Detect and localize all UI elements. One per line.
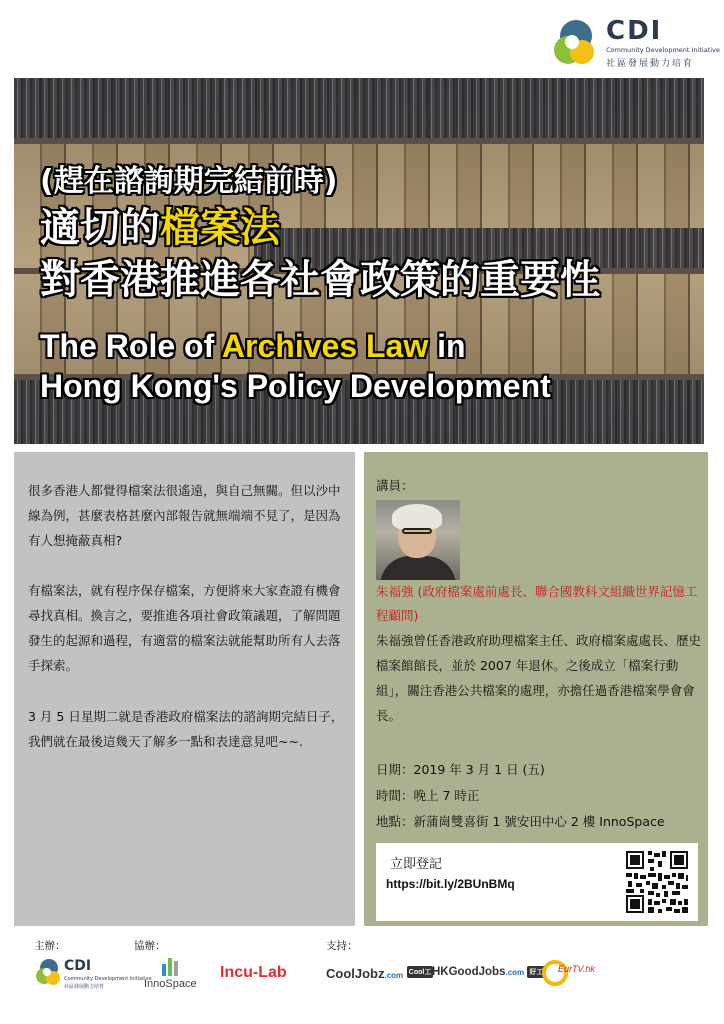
hkgoodjobs-badge: 好工 <box>527 966 545 978</box>
innospace-text: InnoSpace <box>144 978 197 990</box>
sponsor-innospace-logo <box>144 956 206 996</box>
description-panel <box>14 452 355 926</box>
speaker-label: 講員： <box>376 478 414 493</box>
cdi-logo-subtitle-en: Community Development Initiative <box>606 46 720 54</box>
sponsor-cdi-sub-en: Community Development Initiative <box>64 976 152 982</box>
organizer-label: 主辦： <box>34 940 66 952</box>
cdi-logo-text: CDI <box>606 16 663 46</box>
innospace-icon <box>160 956 180 976</box>
hero-title-zh-line2: 對香港推進各社會政策的重要性 <box>40 257 600 303</box>
hero-title-zh-line1 <box>40 196 280 253</box>
cooljobz-badge: Cool工 <box>407 966 434 978</box>
hero-title-en-line1 <box>40 328 466 365</box>
registration-box <box>376 843 698 921</box>
event-time: 時間：晚上 7 時正 <box>376 788 480 803</box>
hero-subtitle: (趕在諮詢期完結前時) <box>40 164 338 199</box>
description-paragraph: 有檔案法，就有程序保存檔案，方便將來大家查證有機會尋找真相。換言之，要推進各項社會政策議題，了解問題發生的起源和過程，有適當的檔案法就能幫助所有人去落手探索。 <box>28 583 341 673</box>
hero-title-en-suffix: in <box>428 328 466 364</box>
hero-title-en-highlight: Archives Law <box>221 328 429 364</box>
event-venue: 地點：新蒲崗雙喜街 1 號安田中心 2 樓 InnoSpace <box>376 814 665 829</box>
description-paragraph: 很多香港人都覺得檔案法很遙遠，與自己無關。但以沙中線為例，甚麼表格甚麼內部報告就無端端不見了，是因為有人想掩蔽真相? <box>28 483 341 548</box>
cooljobz-tld: .com <box>384 971 404 980</box>
hero-title-zh-prefix: 適切的 <box>40 205 160 251</box>
cdi-logo-subtitle-zh: 社區發展動力培育 <box>606 59 695 69</box>
speaker-bio: 朱福強曾任香港政府助理檔案主任、政府檔案處處長、歷史檔案館館長，並於 2007 年退休。之後成立「檔案行動組」，關注香港公共檔案的處理，亦擔任過香港檔案學會會長。 <box>376 633 702 723</box>
sponsor-eurtv-logo <box>542 958 612 990</box>
hero-title-en-line2: Hong Kong's Policy Development <box>40 368 551 404</box>
support-label: 支持： <box>326 940 358 952</box>
coorganizer-label: 協辦： <box>134 940 166 952</box>
hkgoodjobs-tld: .com <box>505 968 525 977</box>
cdi-logo <box>548 14 720 74</box>
sponsor-cooljobz-logo <box>326 966 433 1006</box>
bookshelf-row <box>14 78 704 138</box>
shelf-board <box>14 138 704 144</box>
hero-banner <box>14 78 704 444</box>
hero-title-zh-highlight: 檔案法 <box>160 205 280 251</box>
qr-code-icon[interactable] <box>624 849 690 915</box>
sponsor-cdi-sub-zh: 社區發展動力培育 <box>64 984 105 990</box>
cooljobz-text: CoolJobz <box>326 966 385 981</box>
sponsor-cdi-logo <box>34 956 152 996</box>
event-date: 日期：2019 年 3 月 1 日 (五) <box>376 762 545 777</box>
sponsor-hkgoodjobs-logo <box>432 966 545 1006</box>
eurtv-text: EurTV.hk <box>558 964 595 974</box>
sponsor-incu-lab-logo: Incu-Lab <box>220 964 287 981</box>
cdi-small-icon <box>34 956 64 990</box>
hero-title-en-prefix: The Role of <box>40 328 222 364</box>
register-label: 立即登記 <box>390 857 443 872</box>
speaker-photo <box>376 500 460 580</box>
speaker-name: 朱福強 (政府檔案處前處長、聯合國教科文組織世界記憶工程顧問) <box>376 584 698 623</box>
hkgoodjobs-text: HKGoodJobs <box>432 966 506 978</box>
register-link[interactable]: https://bit.ly/2BUnBMq <box>386 877 515 891</box>
sponsor-cdi-text: CDI <box>64 958 92 974</box>
cdi-logo-icon <box>548 14 604 74</box>
description-paragraph: 3 月 5 日星期二就是香港政府檔案法的諮詢期完結日子，我們就在最後這幾天了解多一點和表達意見吧~~. <box>28 709 344 749</box>
